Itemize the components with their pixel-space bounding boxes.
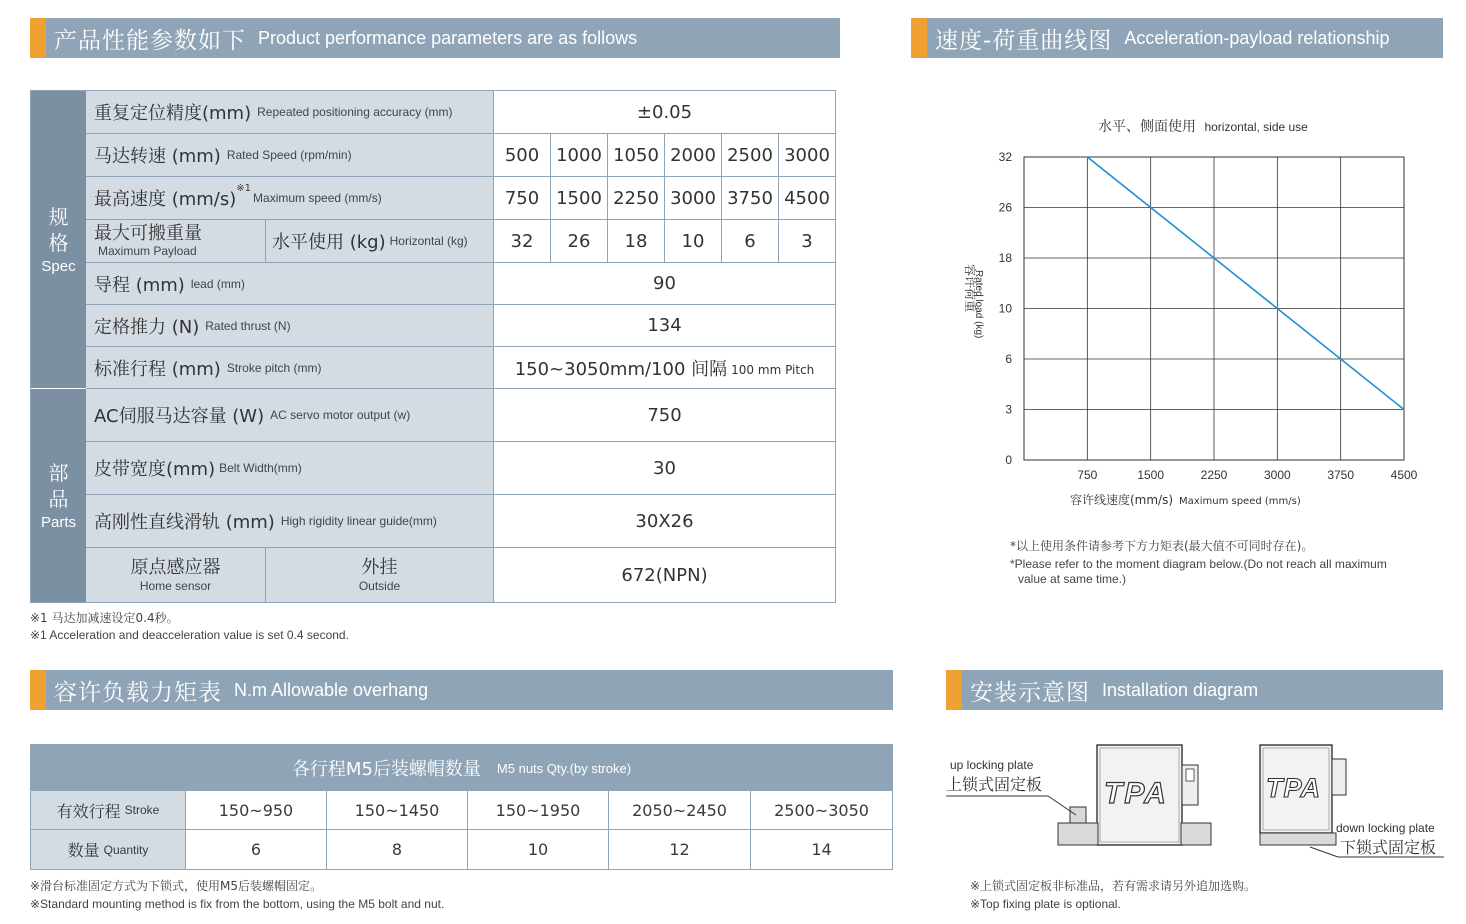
value-guide: 30X26	[494, 495, 836, 548]
value-thrust: 134	[494, 305, 836, 347]
up-locking-label-en: up locking plate	[950, 758, 1034, 772]
x-tick-label: 4500	[1390, 468, 1418, 482]
label-en: Rated Speed (rpm/min)	[226, 148, 352, 162]
section-title-en: Product performance parameters are as follows	[258, 27, 638, 48]
value-maxspeed: 4500	[779, 177, 836, 220]
label-en: Maximum speed (mm/s)	[253, 191, 382, 205]
quantity-cell: 12	[609, 830, 751, 869]
payload-chart	[940, 140, 1440, 540]
label-zh: 重复定位精度(mm)	[94, 103, 252, 124]
section-header-product	[30, 18, 840, 58]
install-note: ※上锁式固定板非标准品，若有需求请另外追加选购。	[970, 879, 1257, 893]
row-label-thrust	[86, 305, 494, 347]
row-label-belt	[86, 442, 494, 495]
stroke-value-en: 100 mm Pitch	[731, 362, 815, 377]
chart-note-en: value at same time.)	[1018, 572, 1127, 586]
value-motor: 750	[494, 389, 836, 442]
y-tick-label: 32	[998, 150, 1012, 164]
group-label: 格	[48, 231, 69, 255]
row-label-quantity	[31, 830, 186, 869]
row-label-maxspeed	[86, 177, 494, 220]
group-label: 部	[48, 461, 69, 485]
quantity-cell: 14	[811, 840, 832, 859]
y-tick-label: 26	[998, 200, 1012, 215]
label-zh: 导程 (mm)	[94, 274, 185, 296]
down-locking-module	[1260, 745, 1346, 845]
spec-note: ※1 马达加减速设定0.4秒。	[30, 611, 179, 625]
section-title: 速度-荷重曲线图	[935, 27, 1113, 54]
value-lead: 90	[494, 263, 836, 305]
value-payload: 10	[665, 220, 722, 263]
value-maxspeed: 3750	[722, 177, 779, 220]
value-speed: 1000	[551, 134, 608, 177]
row-label-sensor	[86, 548, 266, 602]
x-tick-label: 3750	[1327, 468, 1355, 482]
value-speed: 1050	[608, 134, 665, 177]
label-en: Stroke	[124, 803, 160, 817]
up-locking-leader	[1048, 796, 1076, 815]
label-en: Rated thrust (N)	[205, 318, 291, 333]
up-locking-module	[1058, 745, 1211, 845]
row-label-payload	[86, 220, 266, 263]
label-zh: 最高速度 (mm/s)	[94, 189, 237, 210]
value-stroke	[494, 347, 836, 389]
down-locking-label-en: down locking plate	[1336, 821, 1435, 835]
chart-title	[1098, 116, 1308, 136]
quantity-cell: 8	[327, 830, 468, 869]
label-en: lead (mm)	[190, 276, 245, 291]
stroke-cell: 150~950	[186, 791, 327, 830]
header-zh: 各行程M5后装螺帽数量	[291, 759, 481, 780]
label-en: High rigidity linear guide(mm)	[280, 514, 437, 528]
nuts-table	[30, 744, 893, 870]
value-maxspeed: 1500	[551, 177, 608, 220]
spec-note-en: ※1 Acceleration and deacceleration value is set 0.4 second.	[30, 628, 349, 642]
header-en: M5 nuts Qty.(by stroke)	[496, 760, 632, 776]
value-sensor: 672(NPN)	[494, 548, 836, 602]
label-zh: 马达转速 (mm)	[94, 146, 221, 167]
down-locking-leader	[1310, 847, 1338, 857]
quantity-cell: 10	[468, 830, 609, 869]
label-zh: 有效行程	[56, 801, 121, 821]
label-zh: 原点感应器	[130, 557, 221, 578]
footnote-mark: ※1	[236, 182, 252, 194]
section-title: 容许负载力矩表	[54, 679, 222, 706]
chart-note-en: *Please refer to the moment diagram below.(Do not reach all maximum	[1010, 557, 1387, 571]
row-label-lead	[86, 263, 494, 305]
value-payload: 18	[608, 220, 665, 263]
label-zh: 外挂	[361, 557, 398, 578]
label-en: Horizontal (kg)	[389, 234, 468, 248]
value-maxspeed: 3000	[665, 177, 722, 220]
section-header-install	[946, 670, 1443, 710]
stroke-cell: 2500~3050	[751, 791, 892, 830]
value-payload: 32	[494, 220, 551, 263]
group-label-en: Parts	[40, 514, 76, 531]
nuts-table-header	[31, 745, 892, 791]
value-payload: 3	[779, 220, 836, 263]
value-speed: 500	[494, 134, 551, 177]
row-label-motor	[86, 389, 494, 442]
spec-table	[30, 90, 836, 603]
group-label-en: Spec	[41, 258, 76, 275]
label-zh: 最大可搬重量	[94, 223, 202, 244]
quantity-cell: 6	[186, 830, 327, 869]
install-note-en: ※Top fixing plate is optional.	[970, 897, 1121, 911]
section-header-curve	[911, 18, 1443, 58]
chart-title-en: horizontal, side use	[1204, 120, 1308, 134]
y-axis-label: 容许荷重	[963, 264, 977, 313]
x-tick-label: 2250	[1200, 468, 1228, 482]
label-en: AC servo motor output (w)	[270, 408, 411, 422]
series-line	[1087, 157, 1404, 410]
row-label-repeat	[86, 91, 494, 134]
row-label-stroke	[86, 347, 494, 389]
label-zh: AC伺服马达容量 (W)	[94, 406, 265, 427]
label-en: Home sensor	[139, 579, 212, 593]
value-speed: 3000	[779, 134, 836, 177]
value-speed: 2000	[665, 134, 722, 177]
group-label: 规	[48, 205, 69, 229]
label-zh: 定格推力 (N)	[94, 316, 200, 338]
chart-title-zh: 水平、侧面使用	[1098, 119, 1196, 135]
tpa-logo: TPA	[1266, 773, 1321, 803]
value-speed: 2500	[722, 134, 779, 177]
nuts-note: ※滑台标准固定方式为下锁式，使用M5后装螺帽固定。	[30, 879, 323, 893]
value-maxspeed: 750	[494, 177, 551, 220]
label-zh: 皮带宽度(mm)	[94, 459, 216, 480]
row-label-outside	[266, 548, 494, 602]
row-label-guide	[86, 495, 494, 548]
section-title-en: N.m Allowable overhang	[234, 679, 429, 700]
nuts-note-en: ※Standard mounting method is fix from the bottom, using the M5 bolt and nut.	[30, 897, 445, 911]
section-title-en: Acceleration-payload relationship	[1124, 27, 1390, 48]
label-en: Quantity	[103, 842, 149, 857]
group-parts	[31, 389, 86, 602]
row-label-horizontal	[266, 220, 494, 263]
value-payload: 6	[722, 220, 779, 263]
group-spec	[31, 91, 86, 389]
y-tick-label: 10	[998, 301, 1012, 316]
y-tick-label: 3	[1005, 402, 1012, 417]
value-belt: 30	[494, 442, 836, 495]
label-zh: 标准行程 (mm)	[94, 358, 221, 380]
label-en: Outside	[358, 579, 401, 593]
label-zh: 高刚性直线滑轨 (mm)	[94, 512, 275, 533]
installation-diagram	[940, 735, 1450, 875]
section-header-overhang	[30, 670, 893, 710]
label-zh: 数量	[67, 841, 100, 860]
label-en: Repeated positioning accuracy (mm)	[257, 105, 453, 119]
accent-bar	[911, 18, 927, 58]
label-zh: 水平使用 (kg)	[272, 232, 386, 253]
value-maxspeed: 2250	[608, 177, 665, 220]
section-title: 产品性能参数如下	[54, 27, 246, 54]
y-axis-label-en: Rated load (kg)	[973, 270, 984, 339]
y-tick-label: 18	[998, 251, 1012, 265]
stroke-cell: 2050~2450	[609, 791, 751, 830]
x-tick-label: 3000	[1263, 468, 1291, 482]
accent-bar	[946, 670, 962, 710]
label-en: Stroke pitch (mm)	[226, 360, 322, 375]
stroke-cell: 150~1450	[327, 791, 468, 830]
y-tick-label: 0	[1005, 453, 1012, 467]
y-tick-label: 6	[1005, 352, 1012, 366]
x-tick-label: 750	[1077, 468, 1098, 482]
stroke-cell: 150~1950	[468, 791, 609, 830]
group-label: 品	[48, 487, 69, 511]
accent-bar	[30, 18, 46, 58]
section-title: 安装示意图	[970, 679, 1090, 706]
label-en: Belt Width(mm)	[219, 461, 302, 475]
down-locking-label-zh: 下锁式固定板	[1340, 838, 1437, 857]
chart-note: *以上使用条件请参考下方力矩表(最大值不可同时存在)。	[1010, 539, 1314, 553]
row-label-stroke	[31, 791, 186, 830]
value-repeat: ±0.05	[494, 91, 836, 134]
section-title-en: Installation diagram	[1102, 679, 1259, 700]
label-en: Maximum Payload	[98, 244, 197, 258]
tpa-logo: TPA	[1104, 777, 1168, 810]
accent-bar	[30, 670, 46, 710]
x-axis-label: 容许线速度(mm/s) Maximum speed (mm/s)	[1070, 493, 1301, 507]
up-locking-label-zh: 上锁式固定板	[946, 775, 1043, 794]
x-tick-label: 1500	[1137, 468, 1165, 482]
stroke-value: 150~3050mm/100 间隔	[514, 358, 728, 380]
value-payload: 26	[551, 220, 608, 263]
row-label-speed	[86, 134, 494, 177]
